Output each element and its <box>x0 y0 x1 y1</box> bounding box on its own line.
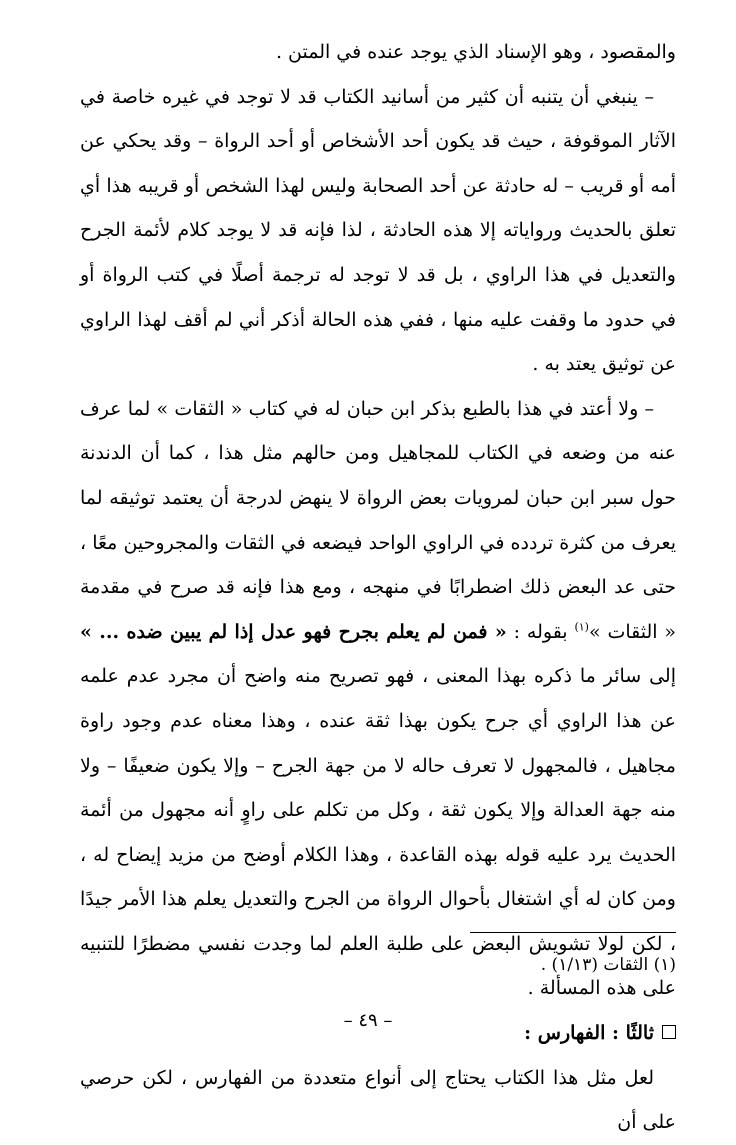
paragraph-2: – ينبغي أن يتنبه أن كثير من أسانيد الكتاب قد لا توجد في غيره خاصة في الآثار الموقوفة ، حيث قد يكون أحد الأشخاص أو أحد الرواة – وقد يحكي عن أمه أو قريب – له حادثة عن أحد الصحابة وليس لهذا الشخص أو قريبه هذا أي تعلق بالحديث ورواياته إلا هذه الحادثة ، لذا فإنه قد لا يوجد كلام لأئمة الجرح والتعديل في هذا الراوي ، بل قد لا توجد له ترجمة أصلًا في كتب الرواة أو في حدود ما وقفت عليه منها ، ففي هذه الحالة أذكر أني لم أقف لهذا الراوي عن توثيق يعتد به . <box>80 85 676 376</box>
footnote-divider <box>470 932 676 933</box>
footnote-reference[interactable]: (١) <box>574 620 589 634</box>
paragraph-3-text-c: إلى سائر ما ذكره بهذا المعنى ، فهو تصريح منه واضح أن مجرد عدم علمه عن هذا الراوي أي جرح يكون بهذا ثقة عنده ، وهذا معناه عدم وجود راوة مجاهيل ، فالمجهول لا تعرف حاله لا من جهة الجرح – وإلا يكون ضعيفًا – ولا منه جهة العدالة وإلا يكون ثقة ، وكل من تكلم على راوٍ أنه مجهول من أئمة الحديث يرد عليه قوله بهذه القاعدة ، وهذا الكلام أوضح من مزيد إيضاح له ، ومن كان له أي اشتغال بأحوال الرواة من الجرح والتعديل يعلم هذا الأمر جيدًا ، لكن لولا تشويش البعض على طلبة العلم لما وجدت نفسي مضطرًا للتنبيه على هذه المسألة . <box>80 665 676 1000</box>
paragraph-3 <box>80 387 676 1011</box>
section-heading-text: ثالثًا : الفهارس : <box>524 1022 654 1045</box>
paragraph-3-text-a: – ولا أعتد في هذا بالطبع بذكر ابن حبان له في كتاب « الثقات » لما عرف عنه من وضعه في الكتاب للمجاهيل ومن حالهم مثل هذا ، كما أن الدندنة حول سبر ابن حبان لمرويات بعض الرواة لا ينهض لدرجة أن يعتمد توثيقه لما يعرف من كثرة تردده في الراوي الواحد فيضعه في الثقات والمجروحين معًا ، حتى عد البعض ذلك اضطرابًا في منهجه ، ومع هذا فإنه قد صرح في مقدمة « الثقات » <box>80 397 676 643</box>
paragraph-1: والمقصود ، وهو الإسناد الذي يوجد عنده في المتن . <box>275 41 676 63</box>
page-number: – ٤٩ – <box>343 1010 393 1031</box>
paragraph-3-text-b: بقوله : <box>506 620 575 643</box>
footnote: (١) الثقات (١/١٣) . <box>540 955 676 975</box>
quoted-rule: « فمن لم يعلم بجرح فهو عدل إذا لم يبين ضده ... » <box>80 620 507 643</box>
paragraph-4: لعل مثل هذا الكتاب يحتاج إلى أنواع متعددة من الفهارس ، لكن حرصي على أن <box>80 1066 676 1134</box>
